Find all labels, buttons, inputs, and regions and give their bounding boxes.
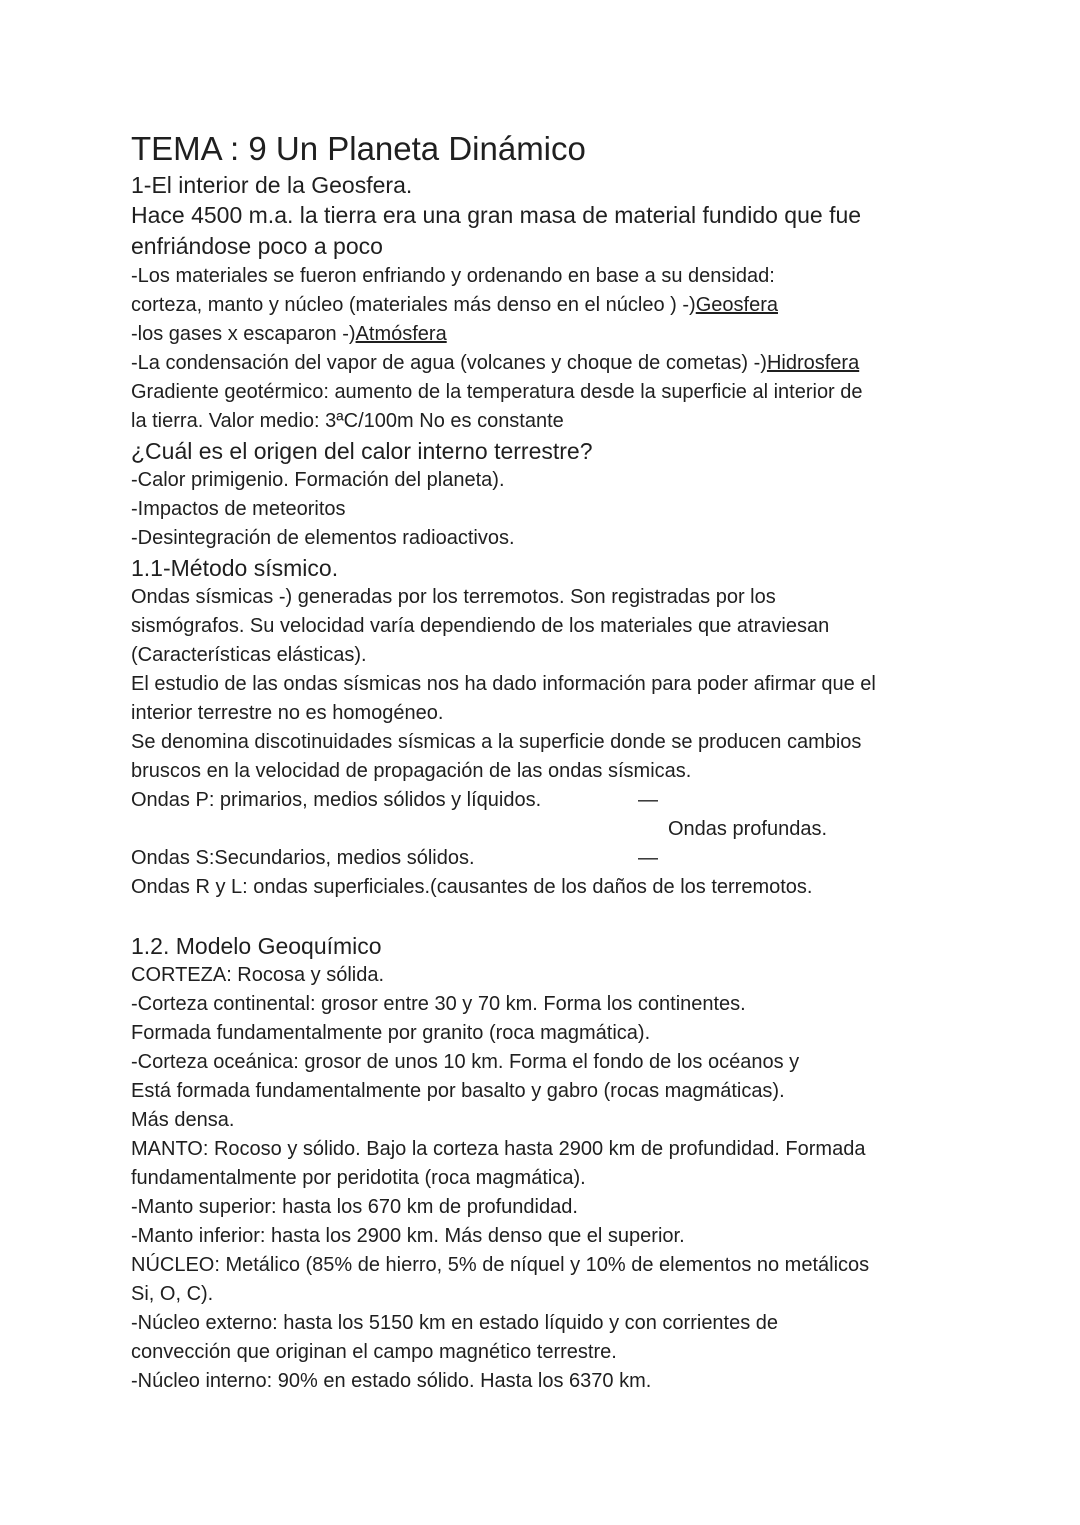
line-text: corteza, manto y núcleo (materiales más denso en el núcleo ) -): [131, 294, 696, 316]
paragraph-line: Está formada fundamentalmente por basalto y gabro (rocas magmáticas).: [131, 1080, 785, 1102]
paragraph-line: Gradiente geotérmico: aumento de la temperatura desde la superficie al interior de: [131, 381, 863, 403]
paragraph-line: la tierra. Valor medio: 3ªC/100m No es constante: [131, 410, 564, 432]
paragraph-line: (Características elásticas).: [131, 644, 367, 666]
document-page: [131, 128, 951, 1396]
line-text: -los gases x escaparon -): [131, 323, 356, 345]
paragraph-line: [131, 291, 951, 320]
underlined-term-hidrosfera: Hidrosfera: [766, 352, 860, 374]
deep-waves-label: Ondas profundas.: [668, 818, 827, 840]
paragraph-line: bruscos en la velocidad de propagación de las ondas sísmicas.: [131, 760, 692, 782]
paragraph-line: enfriándose poco a poco: [131, 233, 383, 259]
paragraph-line: Hace 4500 m.a. la tierra era una gran masa de material fundido que fue: [131, 202, 862, 228]
paragraph-line: Más densa.: [131, 1109, 235, 1131]
paragraph-line: -Núcleo externo: hasta los 5150 km en estado líquido y con corrientes de: [131, 1312, 779, 1334]
paragraph-line: NÚCLEO: Metálico (85% de hierro, 5% de níquel y 10% de elementos no metálicos: [131, 1254, 870, 1276]
paragraph-line: -Corteza continental: grosor entre 30 y 70 km. Forma los continentes.: [131, 993, 746, 1015]
list-item: -Impactos de meteoritos: [131, 498, 346, 520]
underlined-term-geosfera: Geosfera: [695, 294, 778, 316]
paragraph-line: -Núcleo interno: 90% en estado sólido. Hasta los 6370 km.: [131, 1370, 652, 1392]
dash-marker: —: [638, 789, 658, 811]
paragraph-line: Se denomina discotinuidades sísmicas a la superficie donde se producen cambios: [131, 731, 862, 753]
paragraph-line: Si, O, C).: [131, 1283, 214, 1305]
paragraph-line: sismógrafos. Su velocidad varía dependiendo de los materiales que atraviesan: [131, 615, 830, 637]
underlined-term-atmosfera: Atmósfera: [355, 323, 447, 345]
paragraph-line: Ondas sísmicas -) generadas por los terremotos. Son registradas por los: [131, 586, 776, 608]
wave-s-text: Ondas S:Secundarios, medios sólidos.: [131, 847, 475, 869]
paragraph-line: fundamentalmente por peridotita (roca magmática).: [131, 1167, 586, 1189]
paragraph-line: -Manto superior: hasta los 670 km de profundidad.: [131, 1196, 578, 1218]
spacer: [131, 902, 951, 931]
page-title: TEMA : 9 Un Planeta Dinámico: [131, 130, 586, 167]
line-text: -La condensación del vapor de agua (volcanes y choque de cometas) -): [131, 352, 767, 374]
paragraph-line: Formada fundamentalmente por granito (roca magmática).: [131, 1022, 651, 1044]
paragraph-line: [131, 320, 951, 349]
list-item: -Calor primigenio. Formación del planeta).: [131, 469, 505, 491]
paragraph-line: convección que originan el campo magnético terrestre.: [131, 1341, 617, 1363]
dash-marker: —: [638, 847, 658, 869]
paragraph-line: -Manto inferior: hasta los 2900 km. Más denso que el superior.: [131, 1225, 685, 1247]
paragraph-line: Ondas R y L: ondas superficiales.(causantes de los daños de los terremotos.: [131, 876, 813, 898]
section-heading: 1-El interior de la Geosfera.: [131, 172, 413, 198]
section-heading: 1.2. Modelo Geoquímico: [131, 933, 382, 959]
list-item: -Desintegración de elementos radioactivos.: [131, 527, 515, 549]
paragraph-line: interior terrestre no es homogéneo.: [131, 702, 444, 724]
wave-types-block: [131, 786, 951, 873]
paragraph-line: CORTEZA: Rocosa y sólida.: [131, 964, 385, 986]
paragraph-line: -Los materiales se fueron enfriando y ordenando en base a su densidad:: [131, 265, 775, 287]
paragraph-line: [131, 349, 951, 378]
section-heading: 1.1-Método sísmico.: [131, 555, 339, 581]
question-heading: ¿Cuál es el origen del calor interno terrestre?: [131, 438, 593, 464]
paragraph-line: MANTO: Rocoso y sólido. Bajo la corteza hasta 2900 km de profundidad. Formada: [131, 1138, 866, 1160]
paragraph-line: -Corteza oceánica: grosor de unos 10 km. Forma el fondo de los océanos y: [131, 1051, 800, 1073]
paragraph-line: El estudio de las ondas sísmicas nos ha dado información para poder afirmar que el: [131, 673, 876, 695]
wave-p-text: Ondas P: primarios, medios sólidos y líquidos.: [131, 789, 542, 811]
